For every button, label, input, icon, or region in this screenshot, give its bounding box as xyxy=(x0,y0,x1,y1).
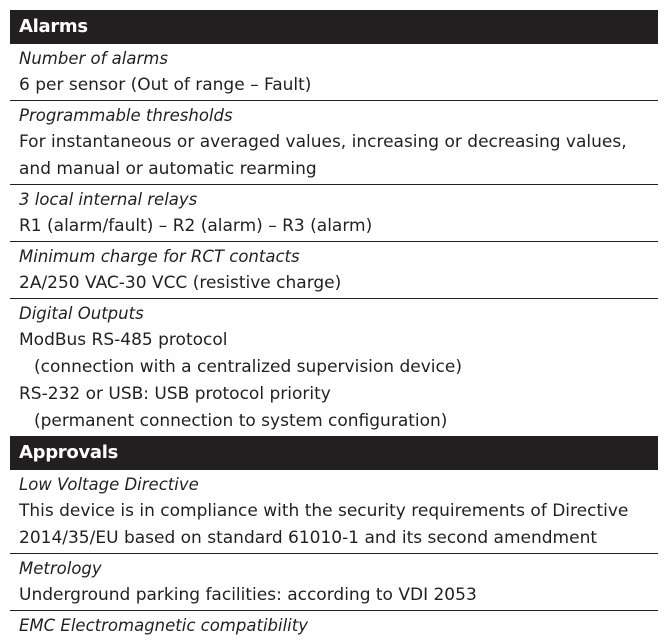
spec-entry-emc xyxy=(10,611,658,640)
spec-label: Number of alarms xyxy=(19,49,168,68)
spec-entry-local-relays xyxy=(10,185,658,242)
spec-value-detail: (connection with a centralized supervision device) xyxy=(34,357,462,377)
spec-label: Programmable thresholds xyxy=(19,106,233,125)
spec-value: R1 (alarm/fault) – R2 (alarm) – R3 (alarm) xyxy=(19,216,373,236)
spec-value: This device is in compliance with the security requirements of Directive xyxy=(19,501,629,521)
spec-sheet xyxy=(10,10,658,640)
spec-label: Minimum charge for RCT contacts xyxy=(19,247,300,266)
spec-value: 2A/250 VAC-30 VCC (resistive charge) xyxy=(19,273,342,293)
spec-label: EMC Electromagnetic compatibility xyxy=(19,616,308,635)
spec-value: Underground parking facilities: according to VDI 2053 xyxy=(19,585,477,605)
spec-label: Low Voltage Directive xyxy=(19,475,199,494)
spec-value: 6 per sensor (Out of range – Fault) xyxy=(19,75,312,95)
spec-entry-low-voltage-directive xyxy=(10,470,658,554)
approvals-section-header: Approvals xyxy=(10,436,658,470)
spec-value: For instantaneous or averaged values, increasing or decreasing values, and manual or automatic rearming xyxy=(19,132,627,179)
alarms-section-header: Alarms xyxy=(10,10,658,44)
spec-entry-digital-outputs xyxy=(10,299,658,436)
spec-label: Digital Outputs xyxy=(19,304,144,323)
spec-value: ModBus RS-485 protocol xyxy=(19,330,228,350)
spec-entry-programmable-thresholds xyxy=(10,101,658,185)
spec-label: Metrology xyxy=(19,559,102,578)
spec-entry-number-of-alarms xyxy=(10,44,658,101)
spec-entry-minimum-charge xyxy=(10,242,658,299)
spec-value: 2014/35/EU based on standard 61010-1 and its second amendment xyxy=(19,528,598,548)
spec-label: 3 local internal relays xyxy=(19,190,198,209)
spec-value: RS-232 or USB: USB protocol priority xyxy=(19,384,331,404)
spec-value-detail: (permanent connection to system configuration) xyxy=(34,411,448,431)
spec-entry-metrology xyxy=(10,554,658,611)
